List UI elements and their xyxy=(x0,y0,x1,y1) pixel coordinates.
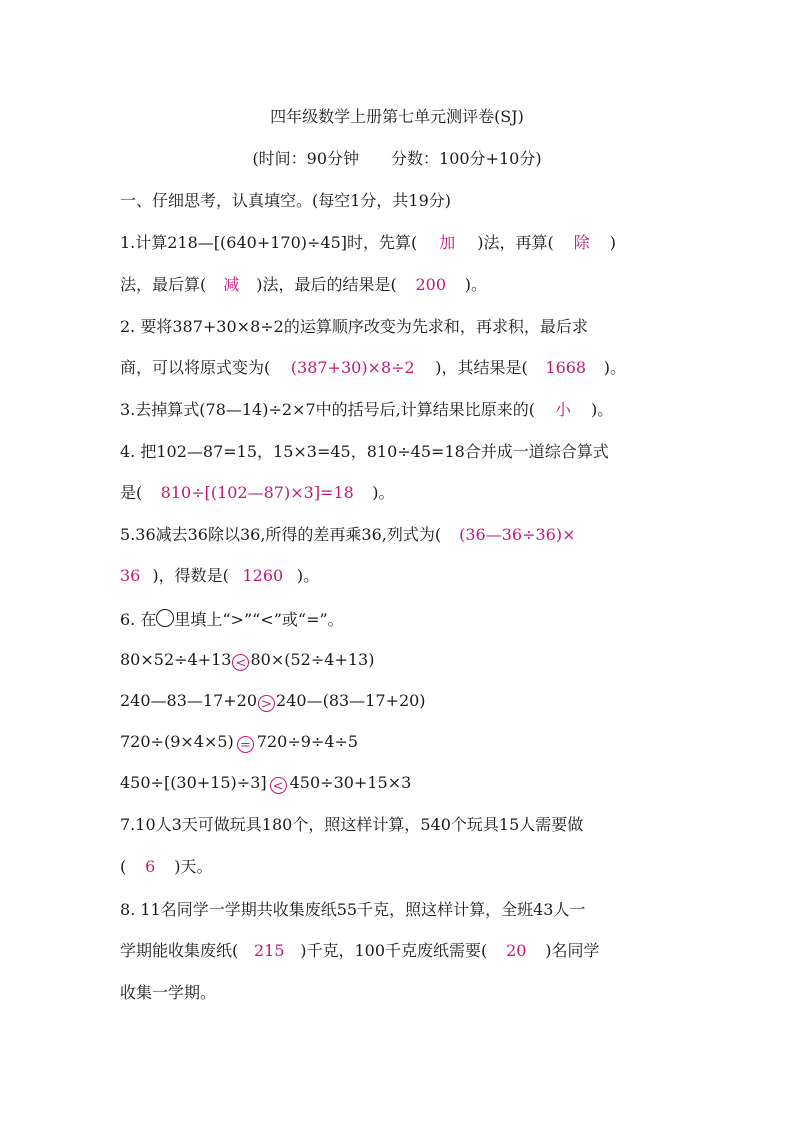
question-8-line-2 xyxy=(120,941,680,961)
q6-text: 里填上“>”“<”或“=”。 xyxy=(174,610,344,629)
q5-text: )，得数是( xyxy=(152,566,229,585)
section-heading: 一、仔细思考，认真填空。(每空1分，共19分) xyxy=(120,191,452,210)
comparison-left: 240—83—17+20 xyxy=(120,691,258,710)
question-1-line-2 xyxy=(120,275,680,295)
q1-answer-4: 200 xyxy=(415,275,447,294)
answer-circle-icon: > xyxy=(258,695,275,712)
q2-text: 商，可以将原式变为( xyxy=(120,358,271,377)
comparison-left: 720÷(9×4×5) xyxy=(120,732,234,751)
question-5-line-2 xyxy=(120,566,680,586)
q8-text: 学期能收集废纸( xyxy=(120,941,239,960)
question-2-line-2 xyxy=(120,358,680,378)
question-7-line-2 xyxy=(120,857,680,877)
q3-text: )。 xyxy=(590,400,614,419)
q4-text: 是( xyxy=(120,483,143,502)
q7-text: ( xyxy=(120,857,127,876)
q5-answer-1a: (36—36÷36)× xyxy=(459,525,576,544)
comparison-row-1 xyxy=(120,650,680,671)
q7-text: )天。 xyxy=(174,857,213,876)
comparison-right: 240—(83—17+20) xyxy=(276,691,426,710)
question-3 xyxy=(120,400,680,420)
comparison-row-4 xyxy=(120,773,680,794)
page-subtitle: (时间：90分钟 分数：100分+10分) xyxy=(252,149,542,168)
q1-answer-3: 减 xyxy=(223,275,240,294)
question-7-line-1: 7.10人3天可做玩具180个，照这样计算，540个玩具15人需要做 xyxy=(120,815,584,834)
q2-text: )，其结果是( xyxy=(435,358,528,377)
answer-circle-icon: < xyxy=(270,777,287,794)
q1-answer-2: 除 xyxy=(573,233,590,252)
comparison-left: 80×52÷4+13 xyxy=(120,650,232,669)
q1-text: ) xyxy=(609,233,617,252)
q6-text: 6. 在 xyxy=(120,610,157,629)
comparison-left: 450÷[(30+15)÷3] xyxy=(120,773,267,792)
question-4-line-2 xyxy=(120,483,680,503)
q3-text: 3.去掉算式(78—14)÷2×7中的括号后,计算结果比原来的( xyxy=(120,400,535,419)
comparison-right: 720÷9÷4÷5 xyxy=(256,732,359,751)
page-title: 四年级数学上册第七单元测评卷(SJ) xyxy=(270,107,524,126)
comparison-row-2 xyxy=(120,691,680,712)
comparison-right: 80×(52÷4+13) xyxy=(250,650,375,669)
comparison-right: 450÷30+15×3 xyxy=(289,773,412,792)
empty-circle-icon xyxy=(156,609,174,627)
q8-text: )千克，100千克废纸需要( xyxy=(300,941,488,960)
question-6-prompt xyxy=(120,609,680,630)
q3-answer-1: 小 xyxy=(554,400,571,419)
q7-answer-1: 6 xyxy=(145,857,156,876)
q8-answer-2: 20 xyxy=(506,941,527,960)
q8-answer-1: 215 xyxy=(253,941,285,960)
q5-answer-2: 1260 xyxy=(242,566,284,585)
question-8-line-3: 收集一学期。 xyxy=(120,983,217,1002)
q1-text: )法，再算( xyxy=(477,233,554,252)
q8-text: )名同学 xyxy=(545,941,600,960)
question-5-line-1 xyxy=(120,525,680,545)
q1-text: 法，最后算( xyxy=(120,275,207,294)
question-4-line-1: 4. 把102—87=15，15×3=45，810÷45=18合并成一道综合算式 xyxy=(120,442,609,461)
comparison-row-3 xyxy=(120,732,680,753)
answer-circle-icon: < xyxy=(232,654,249,671)
question-2-line-1: 2. 要将387+30×8÷2的运算顺序改变为先求和，再求积，最后求 xyxy=(120,317,588,336)
q5-answer-1b: 36 xyxy=(120,566,141,585)
answer-circle-icon: = xyxy=(237,736,254,753)
q4-answer-1: 810÷[(102—87)×3]=18 xyxy=(160,483,354,502)
q1-text: )法，最后的结果是( xyxy=(256,275,397,294)
question-1-line-1 xyxy=(120,233,680,253)
q1-answer-1: 加 xyxy=(439,233,456,252)
q1-text: 1.计算218—[(640+170)÷45]时，先算( xyxy=(120,233,418,252)
q2-text: )。 xyxy=(603,358,626,377)
q4-text: )。 xyxy=(372,483,395,502)
question-8-line-1: 8. 11名同学一学期共收集废纸55千克，照这样计算，全班43人一 xyxy=(120,900,586,919)
q2-answer-1: (387+30)×8÷2 xyxy=(290,358,415,377)
q1-text: )。 xyxy=(464,275,487,294)
q2-answer-2: 1668 xyxy=(545,358,587,377)
q5-text: 5.36减去36除以36,所得的差再乘36,列式为( xyxy=(120,525,442,544)
q5-text: )。 xyxy=(296,566,320,585)
